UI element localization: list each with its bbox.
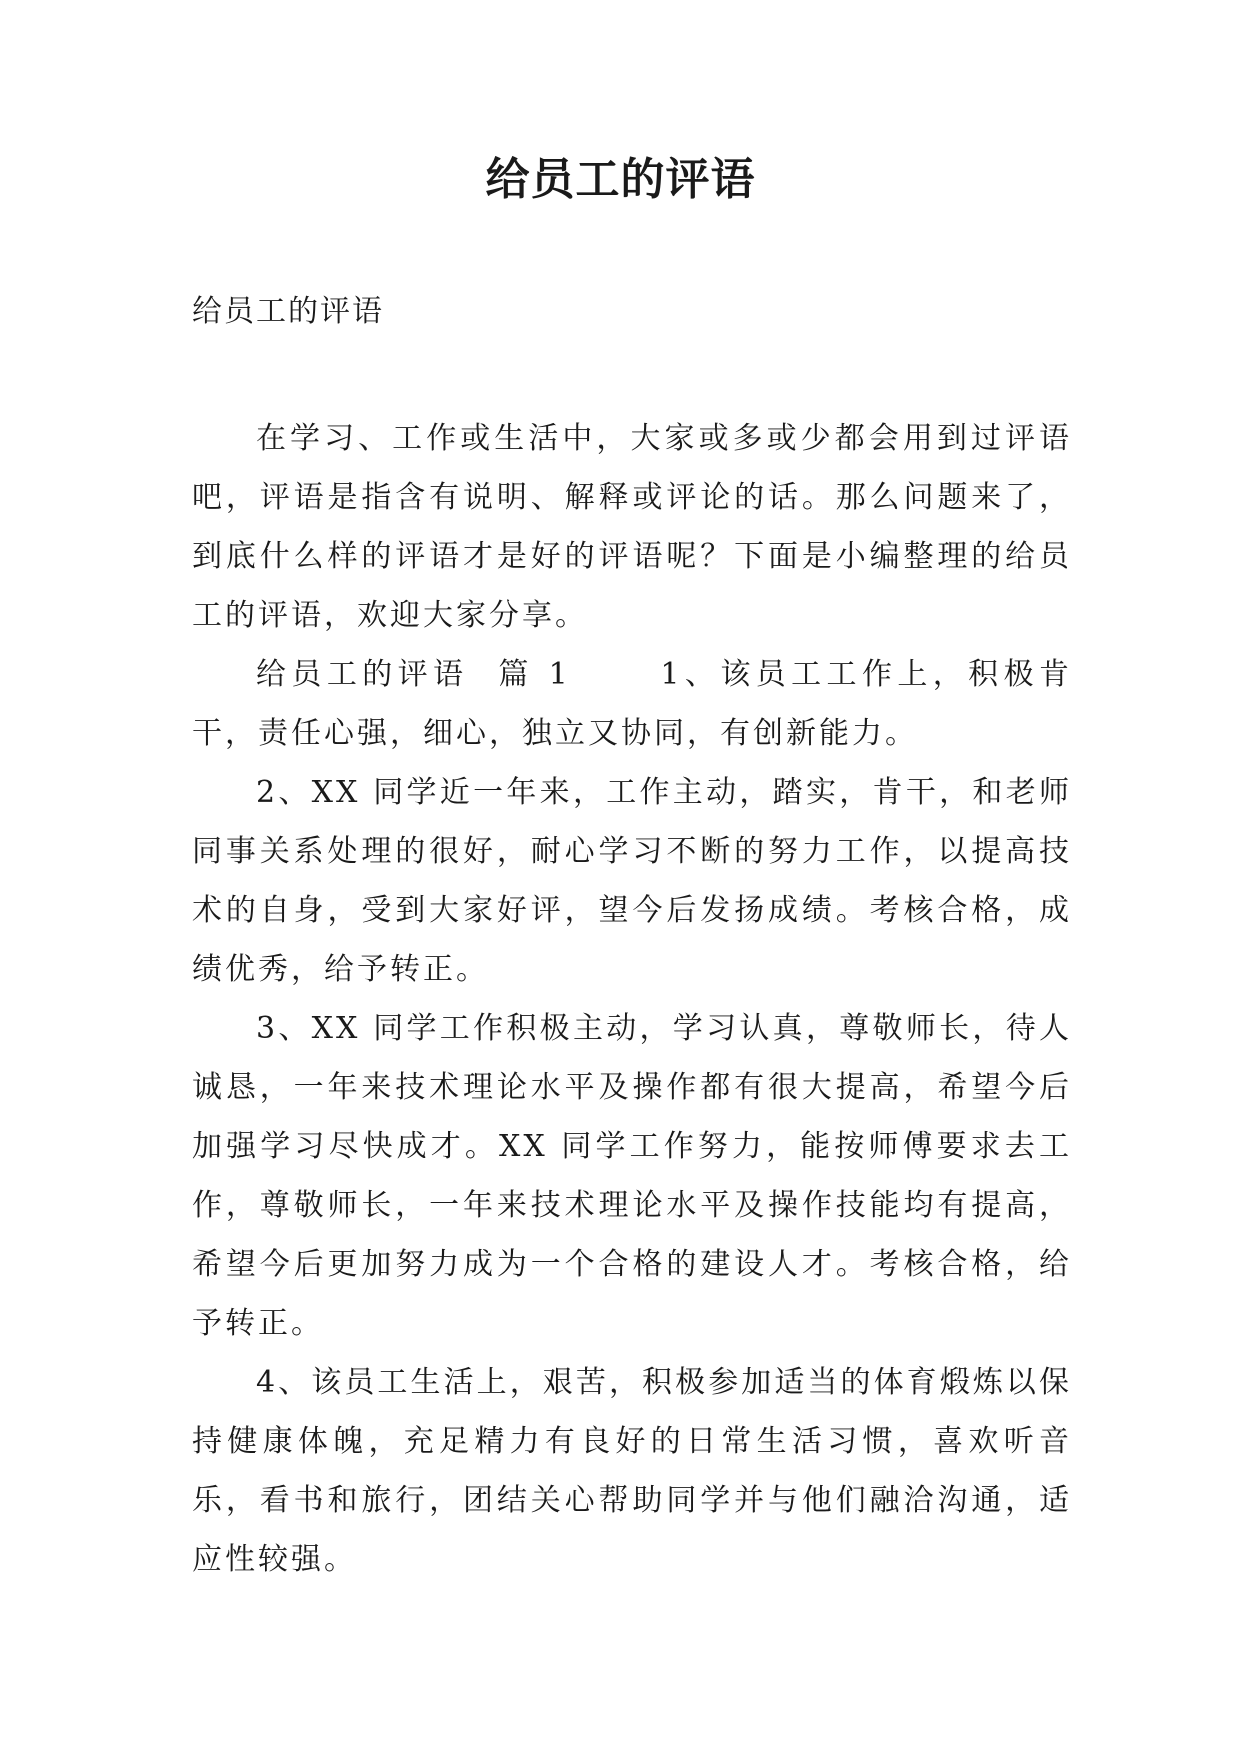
paragraph-item-1: 给员工的评语 篇 1 1、该员工工作上，积极肯干，责任心强，细心，独立又协同，有创新能力。 (192, 657, 1072, 751)
paragraph-intro: 在学习、工作或生活中，大家或多或少都会用到过评语吧，评语是指含有说明、解释或评论的话。那么问题来了，到底什么样的评语才是好的评语呢？下面是小编整理的给员工的评语，欢迎大家分享。 (192, 421, 1072, 633)
paragraph-item-4: 4、该员工生活上，艰苦，积极参加适当的体育煅炼以保持健康体魄，充足精力有良好的日常生活习惯，喜欢听音乐，看书和旅行，团结关心帮助同学并与他们融洽沟通，适应性较强。 (192, 1365, 1072, 1577)
document-subtitle: 给员工的评语 (192, 294, 384, 329)
paragraph-item-2: 2、XX 同学近一年来，工作主动，踏实，肯干，和老师同事关系处理的很好，耐心学习不断的努力工作，以提高技术的自身，受到大家好评，望今后发扬成绩。考核合格，成绩优秀，给予转正。 (192, 775, 1072, 987)
document-title: 给员工的评语 (485, 154, 756, 205)
document-body (192, 409, 1072, 1589)
paragraph-item-3: 3、XX 同学工作积极主动，学习认真，尊敬师长，待人诚恳，一年来技术理论水平及操作都有很大提高，希望今后加强学习尽快成才。XX 同学工作努力，能按师傅要求去工作，尊敬师长，一年来技术理论水平及操作技能均有提高，希望今后更加努力成为一个合格的建设人才。考核合格，给予转正。 (192, 1011, 1072, 1341)
